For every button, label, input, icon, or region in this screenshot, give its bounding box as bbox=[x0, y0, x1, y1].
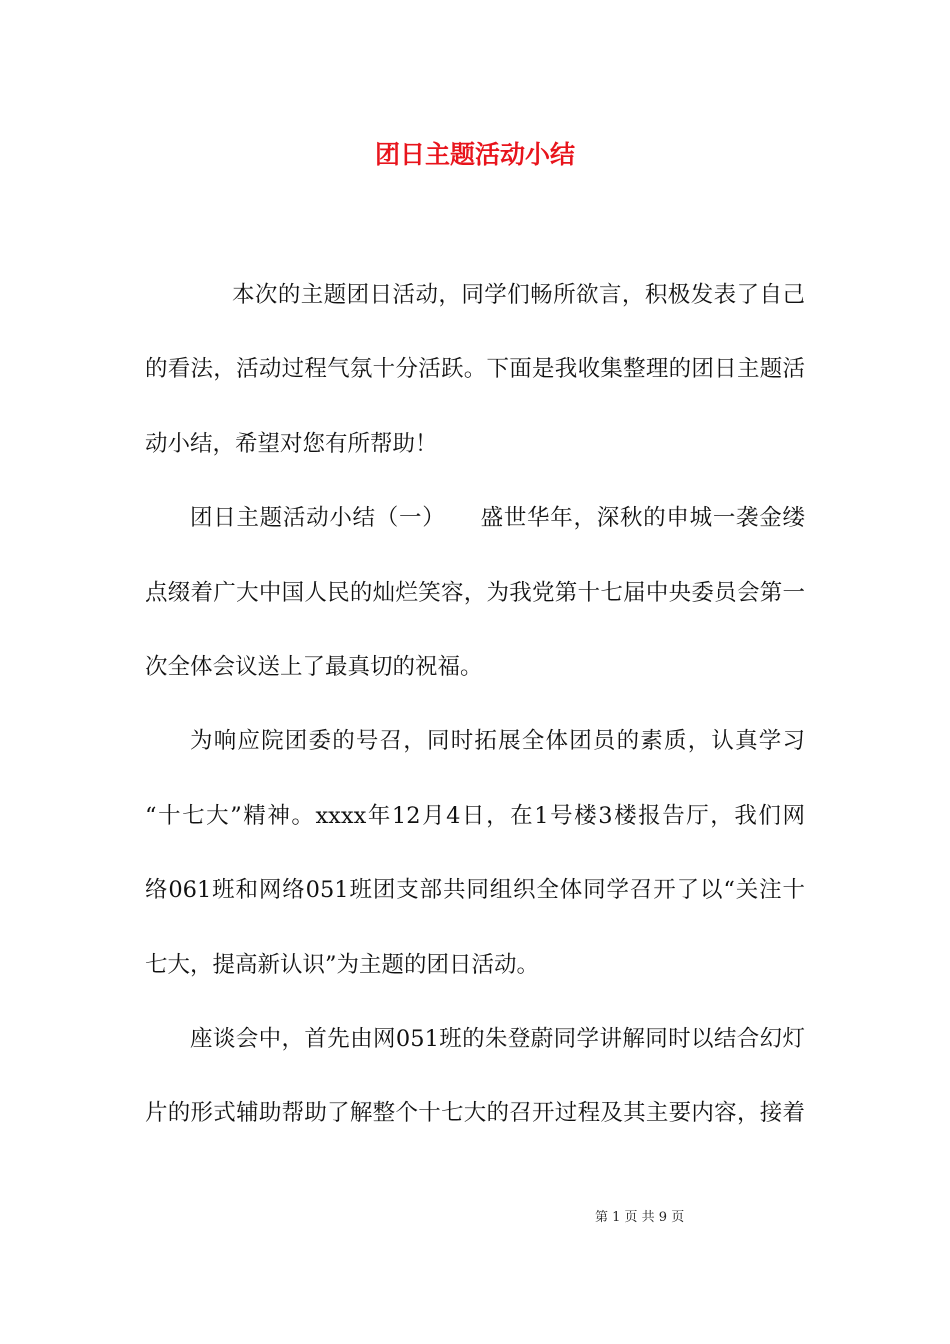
page-number-footer: 第 1 页 共 9 页 bbox=[595, 1210, 685, 1225]
text-line: 次全体会议送上了最真切的祝福。 bbox=[145, 654, 483, 681]
text-line: 的看法，活动过程气氛十分活跃。下面是我收集整理的团日主题活 bbox=[145, 356, 805, 383]
text-line: 七大，提高新认识”为主题的团日活动。 bbox=[145, 951, 540, 978]
text-line: 络061班和网络051班团支部共同组织全体同学召开了以“关注十 bbox=[145, 877, 805, 904]
paragraph-section-one bbox=[145, 481, 805, 704]
text-line: 片的形式辅助帮助了解整个十七大的召开过程及其主要内容，接着 bbox=[145, 1100, 805, 1127]
paragraph-response bbox=[145, 704, 805, 1002]
text-line: 座谈会中，首先由网051班的朱登蔚同学讲解同时以结合幻灯 bbox=[190, 1026, 805, 1053]
text-line: 团日主题活动小结（一） 盛世华年，深秋的申城一袭金缕 bbox=[190, 505, 805, 532]
document-title: 团日主题活动小结 bbox=[374, 140, 575, 169]
paragraph-intro bbox=[145, 258, 805, 481]
text-line: 动小结，希望对您有所帮助！ bbox=[145, 430, 438, 457]
paragraph-seminar bbox=[145, 1002, 805, 1151]
text-line: 为响应院团委的号召，同时拓展全体团员的素质，认真学习 bbox=[190, 728, 805, 755]
text-line: “十七大”精神。xxxx年12月4日，在1号楼3楼报告厅，我们网 bbox=[145, 802, 805, 829]
text-line: 点缀着广大中国人民的灿烂笑容，为我党第十七届中央委员会第一 bbox=[145, 579, 805, 606]
document-body bbox=[145, 258, 805, 1151]
text-line: 本次的主题团日活动，同学们畅所欲言，积极发表了自己 bbox=[232, 282, 805, 308]
